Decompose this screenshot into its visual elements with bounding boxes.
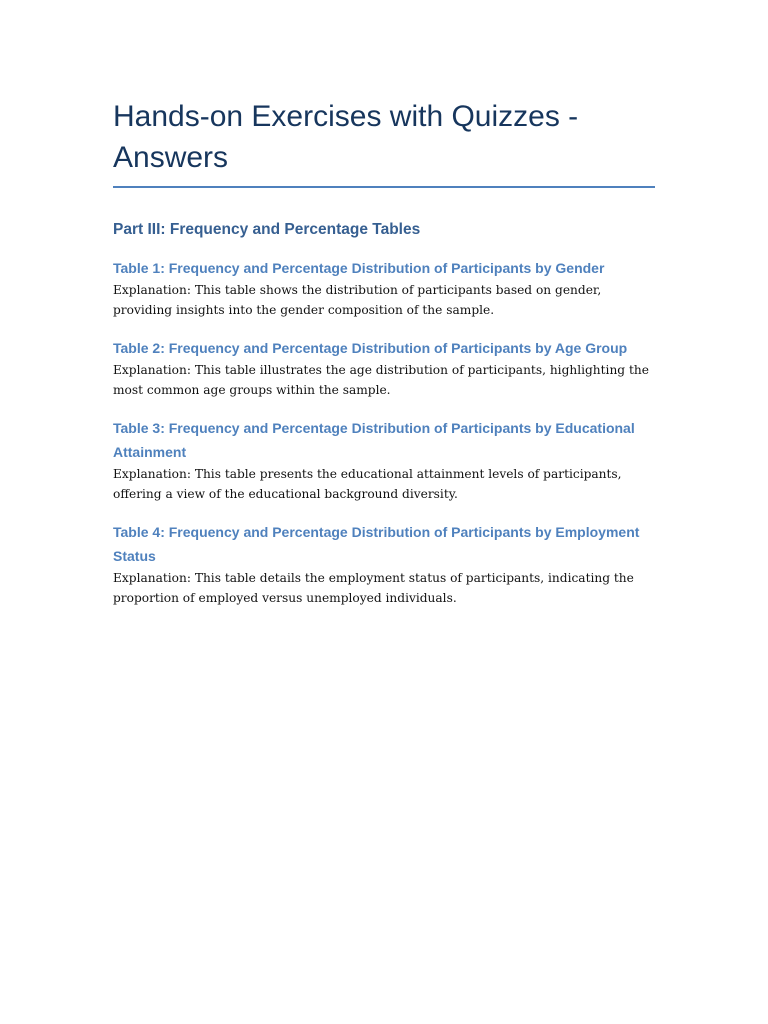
table-section-3	[113, 416, 655, 504]
table-heading: Table 2: Frequency and Percentage Distribution of Participants by Age Group	[113, 340, 628, 356]
document-page	[113, 96, 655, 608]
table-section-4	[113, 520, 655, 608]
document-title: Hands-on Exercises with Quizzes - Answers	[113, 96, 655, 188]
table-heading: Table 3: Frequency and Percentage Distribution of Participants by Educational Attainment	[113, 420, 635, 460]
table-section-2	[113, 336, 655, 400]
part-heading: Part III: Frequency and Percentage Tables	[113, 221, 421, 238]
table-explanation: Explanation: This table details the employment status of participants, indicating the proportion of employed versus unemployed individuals.	[113, 571, 634, 605]
table-explanation: Explanation: This table presents the educational attainment levels of participants, offering a view of the educational background diversity.	[113, 467, 622, 501]
table-heading: Table 4: Frequency and Percentage Distribution of Participants by Employment Status	[113, 524, 640, 564]
table-explanation: Explanation: This table shows the distribution of participants based on gender, providing insights into the gender composition of the sample.	[113, 283, 602, 317]
table-heading: Table 1: Frequency and Percentage Distribution of Participants by Gender	[113, 260, 605, 276]
table-section-1	[113, 256, 655, 320]
table-explanation: Explanation: This table illustrates the age distribution of participants, highlighting the most common age groups within the sample.	[113, 363, 649, 397]
